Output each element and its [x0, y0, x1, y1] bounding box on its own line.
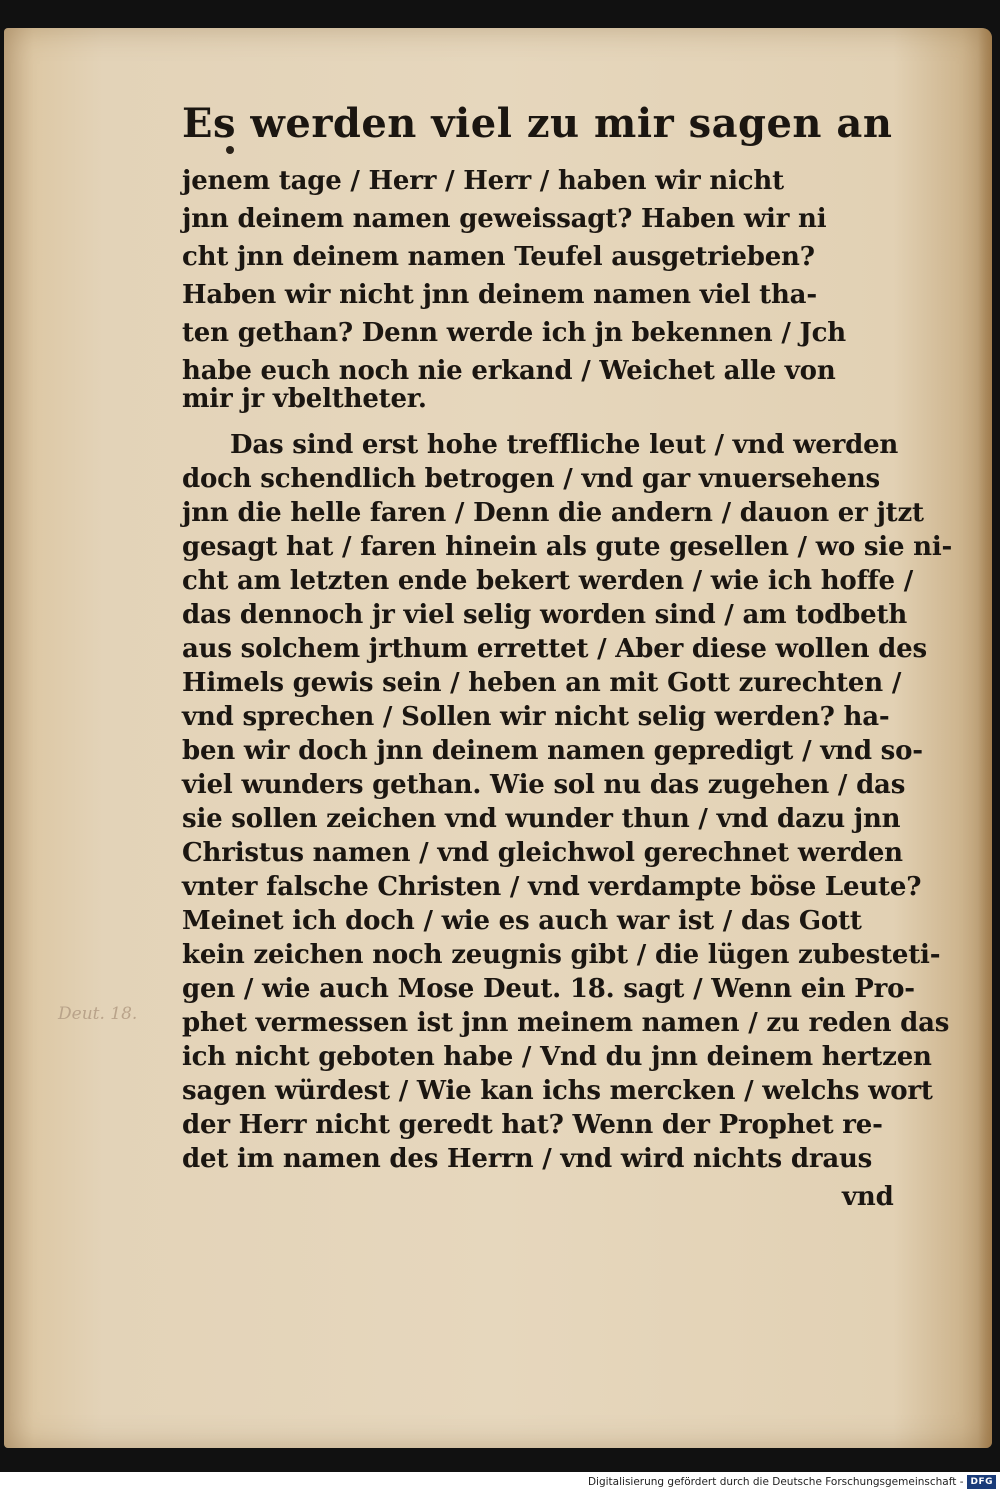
body-line: das dennoch jr viel selig worden sind / am todbeth — [182, 600, 908, 630]
body-line: sagen würdest / Wie kan ichs mercken / welchs wort — [182, 1076, 933, 1106]
dfg-logo-icon: DFG — [967, 1475, 996, 1489]
quote-line: jenem tage / Herr / Herr / haben wir nicht — [182, 166, 784, 196]
quote-line: jnn deinem namen geweissagt? Haben wir ni — [182, 204, 827, 234]
body-line: ben wir doch jnn deinem namen gepredigt / vnd so- — [182, 736, 923, 766]
body-line: jnn die helle faren / Denn die andern / dauon er jtzt — [182, 498, 924, 528]
body-line: vnd sprechen / Sollen wir nicht selig werden? ha- — [182, 702, 890, 732]
body-line: vnter falsche Christen / vnd verdampte böse Leute? — [182, 872, 922, 902]
footer-bar — [0, 1472, 1000, 1492]
quote-line: habe euch noch nie erkand / Weichet alle von — [182, 356, 836, 386]
body-line: aus solchem jrthum errettet / Aber diese wollen des — [182, 634, 927, 664]
quote-line: Haben wir nicht jnn deinem namen viel tha- — [182, 280, 817, 310]
body-line: kein zeichen noch zeugnis gibt / die lügen zubesteti- — [182, 940, 941, 970]
footer-credit: Digitalisierung gefördert durch die Deutsche Forschungsgemeinschaft - — [587, 1476, 964, 1488]
catchword: vnd — [842, 1182, 894, 1212]
quote-line: ten gethan? Denn werde ich jn bekennen / Jch — [182, 318, 846, 348]
body-line: viel wunders gethan. Wie sol nu das zugehen / das — [182, 770, 906, 800]
quote-line: Es werden viel zu mir sagen an — [182, 100, 893, 147]
body-line: sie sollen zeichen vnd wunder thun / vnd dazu jnn — [182, 804, 901, 834]
quote-line: mir jr vbeltheter. — [182, 384, 427, 414]
body-line: Das sind erst hohe treffliche leut / vnd werden — [230, 430, 899, 460]
body-line: gesagt hat / faren hinein als gute gesellen / wo sie ni- — [182, 532, 953, 562]
body-line: gen / wie auch Mose Deut. 18. sagt / Wenn ein Pro- — [182, 974, 915, 1004]
body-line: Meinet ich doch / wie es auch war ist / das Gott — [182, 906, 862, 936]
body-line: der Herr nicht geredt hat? Wenn der Prophet re- — [182, 1110, 883, 1140]
quote-line: cht jnn deinem namen Teufel ausgetrieben? — [182, 242, 815, 272]
text-block — [182, 100, 953, 1250]
body-line: det im namen des Herrn / vnd wird nichts draus — [182, 1144, 873, 1174]
body-line: cht am letzten ende bekert werden / wie ich hoffe / — [182, 566, 914, 596]
body-line: Himels gewis sein / heben an mit Gott zurechten / — [182, 668, 902, 698]
body-line: phet vermessen ist jnn meinem namen / zu reden das — [182, 1008, 950, 1038]
page-edge-shadow — [978, 28, 992, 1448]
body-line: doch schendlich betrogen / vnd gar vnuersehens — [182, 464, 880, 494]
body-line: Christus namen / vnd gleichwol gerechnet werden — [182, 838, 903, 868]
margin-note: Deut. 18. — [58, 1004, 138, 1024]
body-line: ich nicht geboten habe / Vnd du jnn deinem hertzen — [182, 1042, 932, 1072]
